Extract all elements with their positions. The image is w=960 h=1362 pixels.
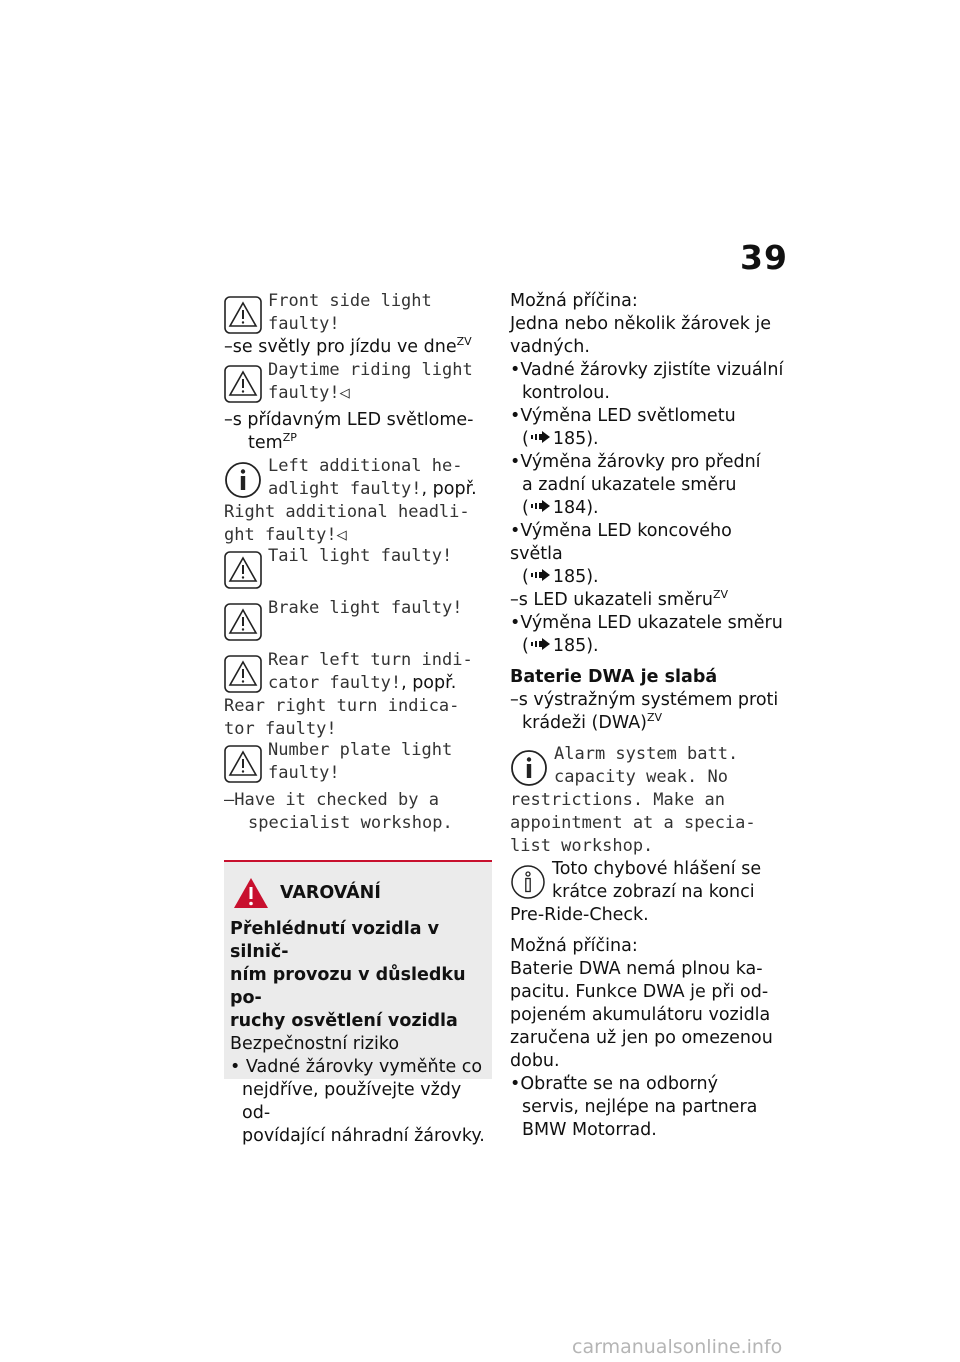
rear-right <box>224 695 492 741</box>
page-ref-arrow-icon <box>529 499 553 513</box>
number-plate-line1: Number plate light <box>268 740 453 760</box>
warning-triangle-icon <box>224 365 262 403</box>
tail-row <box>224 545 492 589</box>
warning-box <box>224 860 492 1146</box>
right-add <box>224 501 492 547</box>
led-condition <box>224 409 492 455</box>
info-line3: Pre-Ride-Check. <box>510 905 649 925</box>
open-paren: ( <box>522 429 529 449</box>
watermark: carmanualsonline.info <box>572 1336 783 1358</box>
right-add-line1: Right additional headli- <box>224 502 470 522</box>
bullet-3-line2: a zadní ukazatele směru <box>522 475 737 495</box>
rear-left-line1: Rear left turn indi- <box>268 650 473 670</box>
ref-185-b <box>510 566 785 589</box>
cause2-line4: zaručena už jen po omezenou <box>510 1028 773 1048</box>
bullet-2-line1: •Výměna LED světlometu <box>510 406 736 426</box>
alarm-msg-3: restrictions. Make an <box>510 790 725 810</box>
daytime-line2: faulty!◁ <box>268 383 350 403</box>
front-side-row <box>224 290 492 336</box>
open-paren: ( <box>522 567 529 587</box>
open-paren: ( <box>522 636 529 656</box>
alarm-msg-4: appointment at a specia- <box>510 813 756 833</box>
left-add-row <box>224 455 492 501</box>
alarm-cond-line1: –s výstražným systémem proti <box>510 690 779 710</box>
cause-text-1: Jedna nebo několik žárovek je <box>510 314 772 334</box>
cause2-line2: pacitu. Funkce DWA je při od- <box>510 982 769 1002</box>
bullet-3-line3: 184). <box>552 498 599 518</box>
warning-triangle-icon <box>224 745 262 783</box>
have-checked-line2: specialist workshop. <box>248 813 453 833</box>
ref-185-c <box>510 635 785 658</box>
daytime-line1: Daytime riding light <box>268 360 473 380</box>
led-cond-line2: tem <box>248 433 283 453</box>
info-icon <box>510 749 548 787</box>
day-cond-text: –se světly pro jízdu ve dne <box>224 337 457 357</box>
warning-bold-2: ním provozu v důsledku po- <box>230 965 466 1008</box>
warning-bold-3: ruchy osvětlení vozidla <box>230 1011 458 1031</box>
page-ref-arrow-icon <box>529 430 553 444</box>
bullet-1-line1: •Vadné žárovky zjistíte vizuální <box>510 360 784 380</box>
warning-triangle-icon <box>224 296 262 334</box>
bullet-2-line2: 185). <box>552 429 599 449</box>
bullet-4-line1: •Výměna LED koncového světla <box>510 521 732 564</box>
page-number: 39 <box>740 238 788 277</box>
bullet-5-line2: 185). <box>552 636 599 656</box>
sup-zv: ZV <box>456 335 472 349</box>
number-plate-line2: faulty! <box>268 763 340 783</box>
rear-left-line2: cator faulty! <box>268 673 402 693</box>
info-icon <box>224 461 262 499</box>
bullet-1-line2: kontrolou. <box>522 383 610 403</box>
bullet-5-line1: •Výměna LED ukazatele směru <box>510 613 783 633</box>
right-column <box>510 290 785 1142</box>
popr-text: , popř. <box>421 479 477 499</box>
alarm-msg-5: list workshop. <box>510 836 654 856</box>
warning-header <box>232 876 492 910</box>
warning-bullet-2: nejdříve, používejte vždy od- <box>242 1080 462 1123</box>
bullet-6-line3: BMW Motorrad. <box>522 1120 657 1140</box>
sup-zp: ZP <box>282 431 297 445</box>
info-row <box>510 858 785 904</box>
cause2-line5: dobu. <box>510 1051 560 1071</box>
dwa-heading: Baterie DWA je slabá <box>510 667 718 687</box>
cause-label: Možná příčina: <box>510 291 638 311</box>
rear-right-line2: tor faulty! <box>224 719 337 739</box>
info-line1: Toto chybové hlášení se <box>552 859 762 879</box>
brake-text: Brake light faulty! <box>268 598 463 618</box>
number-plate-row <box>224 739 492 785</box>
brake-row <box>224 597 492 641</box>
bullet-3-line1: •Výměna žárovky pro přední <box>510 452 761 472</box>
alarm-msg-2: capacity weak. No <box>554 767 728 787</box>
ref-184 <box>510 497 785 520</box>
warning-triangle-icon <box>224 603 262 641</box>
warning-bullet-3: povídající náhradní žárovky. <box>242 1126 485 1146</box>
warning-triangle-icon <box>224 655 262 693</box>
tail-text: Tail light faulty! <box>268 546 453 566</box>
open-paren: ( <box>522 498 529 518</box>
have-checked-line1: –Have it checked by a <box>224 790 439 810</box>
warning-risk: Bezpečnostní riziko <box>230 1034 400 1054</box>
warning-triangle-red-icon <box>232 876 270 910</box>
alarm-msg-1: Alarm system batt. <box>554 744 739 764</box>
bullet-6-line2: servis, nejlépe na partnera <box>522 1097 758 1117</box>
warning-body <box>230 918 486 1148</box>
cause2-line3: pojeném akumulátoru vozidla <box>510 1005 771 1025</box>
left-add-line2: adlight faulty! <box>268 479 422 499</box>
page-ref-arrow-icon <box>529 568 553 582</box>
info-outline-icon <box>510 864 546 900</box>
popr-text-2: , popř. <box>401 673 457 693</box>
sup-zv-alarm: ZV <box>647 711 663 725</box>
front-side-line1: Front side light <box>268 291 432 311</box>
warning-bullet-1: • Vadné žárovky vyměňte co <box>230 1057 483 1077</box>
left-column <box>224 290 492 835</box>
have-checked <box>224 789 492 835</box>
cause-label-2: Možná příčina: <box>510 936 638 956</box>
info-line2: krátce zobrazí na konci <box>552 882 755 902</box>
alarm-msg-rest <box>510 789 785 858</box>
front-side-line2: faulty! <box>268 314 340 334</box>
cause2-line1: Baterie DWA nemá plnou ka- <box>510 959 763 979</box>
daytime-row <box>224 359 492 405</box>
bullet-4-line2: 185). <box>552 567 599 587</box>
warning-triangle-icon <box>224 551 262 589</box>
ref-185-a <box>510 428 785 451</box>
alarm-cond-line2-wrap <box>510 712 785 735</box>
led-indicator-cond <box>510 589 785 612</box>
sup-zv-right: ZV <box>712 588 729 602</box>
warning-bold-1: Přehlédnutí vozidla v silnič- <box>230 919 440 962</box>
right-add-line2: ght faulty!◁ <box>224 525 347 545</box>
left-add-line1: Left additional he- <box>268 456 463 476</box>
led-ind-text: –s LED ukazateli směru <box>510 590 713 610</box>
alarm-row <box>510 743 785 789</box>
page-ref-arrow-icon <box>529 637 553 651</box>
bullet-6-line1: •Obraťte se na odborný <box>510 1074 718 1094</box>
rear-right-line1: Rear right turn indica- <box>224 696 460 716</box>
cause-text-2: vadných. <box>510 337 590 357</box>
led-cond-line1: –s přídavným LED světlome- <box>224 410 474 430</box>
rear-left-row <box>224 649 492 695</box>
warning-title: VAROVÁNÍ <box>280 883 381 903</box>
alarm-cond-line2: krádeži (DWA) <box>522 713 647 733</box>
day-condition <box>224 336 492 359</box>
